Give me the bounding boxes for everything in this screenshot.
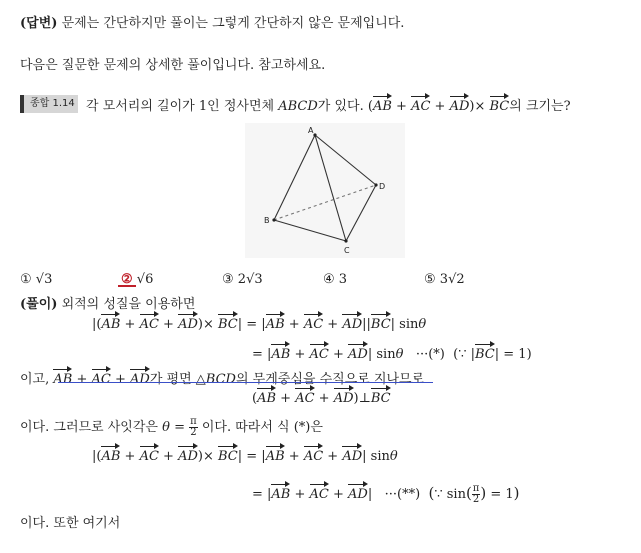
equation-perp: (AB + AC + AD)⊥BC	[252, 387, 391, 406]
answer-label: (답변)	[20, 16, 58, 31]
tetrahedron-figure	[245, 123, 405, 258]
line-ida: 이다. 그러므로 사잇각은 θ = $\frac{\pi}{2}$ 이다. 따라서 식 (*)은	[20, 415, 323, 438]
solution-lead: (풀이) 외적의 성질을 이용하면	[20, 297, 196, 312]
pi-over-2: $\frac{\pi}{2}$	[190, 415, 197, 438]
solution-label: (풀이)	[20, 297, 58, 312]
equation-3: |(AB + AC + AD)× BC| = |AB + AC + AD| sinθ	[92, 445, 398, 464]
choice-2[interactable]: ② √6	[121, 272, 154, 287]
problem-statement: 각 모서리의 길이가 1인 정사면체 ABCD가 있다. (AB + AC + AD)× BC의 크기는?	[86, 95, 571, 114]
star-marker-2: ···(**)	[384, 487, 421, 502]
tetra-name: ABCD	[278, 99, 318, 114]
problem-badge: 종합 1.14	[20, 95, 78, 113]
choice-4[interactable]: ④ 3	[323, 272, 348, 287]
answer-text: 문제는 간단하지만 풀이는 그렇게 간단하지 않은 문제입니다.	[61, 16, 405, 31]
star-marker-1: ···(*)	[415, 347, 445, 362]
choice-1[interactable]: ① √3	[20, 272, 53, 287]
equation-2: = |AB + AC + AD| sinθ ···(*) (∵ |BC| = 1)	[252, 343, 532, 362]
vertex-c-label: C	[344, 246, 350, 255]
intro-text: 다음은 질문한 문제의 상세한 풀이입니다. 참고하세요.	[20, 58, 326, 73]
equation-1: |(AB + AC + AD)× BC| = |AB + AC + AD||BC| sinθ	[92, 313, 426, 332]
last-line: 이다. 또한 여기서	[20, 516, 121, 531]
answer-line	[20, 12, 404, 31]
equation-4: = |AB + AC + AD| ···(**) (∵ sin( $\frac{\pi}{2}$ ) = 1)	[252, 482, 520, 505]
vertex-d-label: D	[379, 182, 386, 191]
choice-3[interactable]: ③ 2√3	[222, 272, 263, 287]
vertex-b-label: B	[264, 216, 270, 225]
vertex-a-label: A	[308, 126, 314, 135]
selected-choice-marker: ②	[121, 272, 133, 287]
choice-5[interactable]: ⑤ 3√2	[424, 272, 465, 287]
highlight-underline	[58, 382, 433, 383]
line-iko: 이고, AB + AC + AD가 평면 △BCD의 무게중심을 수직으로 지나므로	[20, 368, 424, 387]
